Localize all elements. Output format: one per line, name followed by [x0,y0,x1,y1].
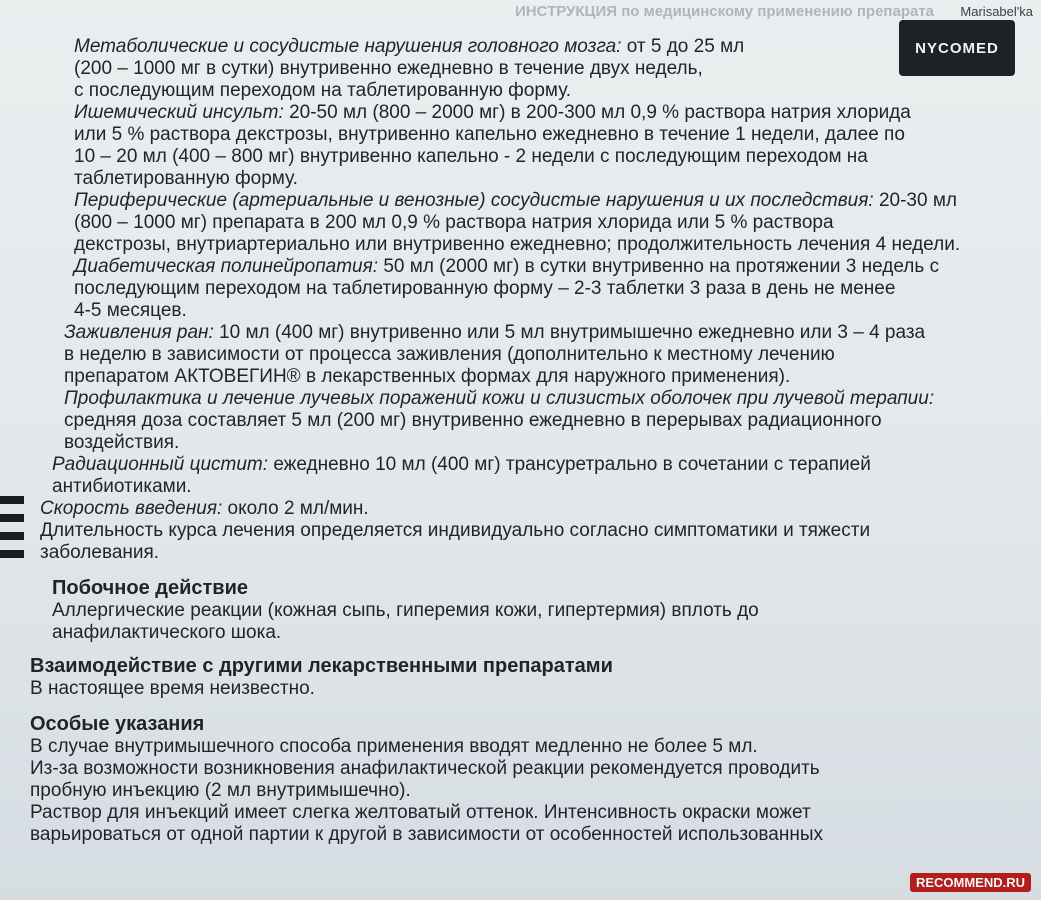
paragraph-peripheral-line3: декстрозы, внутриартериально или внутривенно ежедневно; продолжительность лечения 4 недели. [74,234,961,255]
paragraph-cystitis-line1: Радиационный цистит: ежедневно 10 мл (400 мг) трансуретрально в сочетании с терапией [52,454,871,475]
paragraph-peripheral-line1: Периферические (артериальные и венозные) сосудистые нарушения и их последствия: 20-30 мл [74,190,957,211]
paragraph-wounds-line2: в неделю в зависимости от процесса заживления (дополнительно к местному лечению [64,344,835,365]
interactions-text: В настоящее время неизвестно. [30,678,315,699]
instruction-content [30,36,1015,846]
brand-logo: NYCOMED [899,20,1015,76]
paragraph-title: Периферические (артериальные и венозные) сосудистые нарушения и их последствия: [74,190,874,211]
paragraph-ischemic-line4: таблетированную форму. [74,168,298,189]
paragraph-duration-line1: Длительность курса лечения определяется индивидуально согласно симптоматики и тяжести [40,520,871,541]
special-line5: варьироваться от одной партии к другой в зависимости от особенностей использованных [30,824,823,845]
recommend-watermark: RECOMMEND.RU [910,873,1031,892]
paragraph-title: Скорость введения: [40,498,223,519]
side-markers [0,496,24,568]
paragraph-metabolic-line1: Метаболические и сосудистые нарушения головного мозга: от 5 до 25 мл [74,36,745,57]
paragraph-ischemic-line3: 10 – 20 мл (400 – 800 мг) внутривенно капельно - 2 недели с последующим переходом на [74,146,868,167]
paragraph-duration-line2: заболевания. [40,542,160,563]
paragraph-metabolic-line3: с последующим переходом на таблетированную форму. [74,80,572,101]
special-line3: пробную инъекцию (2 мл внутримышечно). [30,780,411,801]
paragraph-diabetic-line3: 4-5 месяцев. [74,300,187,321]
side-effects-line1: Аллергические реакции (кожная сыпь, гиперемия кожи, гипертермия) вплоть до [52,600,759,621]
special-line1: В случае внутримышечного способа применения вводят медленно не более 5 мл. [30,736,758,757]
paragraph-ischemic-line1: Ишемический инсульт: 20-50 мл (800 – 2000 мг) в 200-300 мл 0,9 % раствора натрия хлорида [74,102,911,123]
paragraph-title: Ишемический инсульт: [74,102,284,123]
special-line4: Раствор для инъекций имеет слегка желтоватый оттенок. Интенсивность окраски может [30,802,811,823]
side-effects-line2: анафилактического шока. [52,622,282,643]
paragraph-diabetic-line1: Диабетическая полинейропатия: 50 мл (2000 мг) в сутки внутривенно на протяжении 3 недель с [74,256,940,277]
paragraph-title: Метаболические и сосудистые нарушения головного мозга: [74,36,622,57]
paragraph-radiation-line2: воздействия. [64,432,180,453]
heading-side-effects: Побочное действие [52,577,248,599]
special-line2: Из-за возможности возникновения анафилактической реакции рекомендуется проводить [30,758,820,779]
side-marker [0,514,24,522]
paragraph-title: Диабетическая полинейропатия: [74,256,379,277]
paragraph-wounds-line3: препаратом АКТОВЕГИН® в лекарственных формах для наружного применения). [64,366,791,387]
paragraph-peripheral-line2: (800 – 1000 мг) препарата в 200 мл 0,9 % раствора натрия хлорида или 5 % раствора [74,212,834,233]
side-marker [0,532,24,540]
paragraph-radiation-title [64,388,1015,410]
side-marker [0,550,24,558]
heading-interactions: Взаимодействие с другими лекарственными препаратами [30,655,613,677]
heading-special-instructions: Особые указания [30,713,205,735]
side-marker [0,496,24,504]
paragraph-radiation-line1: средняя доза составляет 5 мл (200 мг) внутривенно ежедневно в перерывах радиационного [64,410,882,431]
watermark: Marisabel'ka [960,4,1033,19]
paragraph-cystitis-line2: антибиотиками. [52,476,192,497]
paragraph-title: Профилактика и лечение лучевых поражений кожи и слизистых оболочек при лучевой терапии: [64,388,935,409]
paragraph-metabolic-line2: (200 – 1000 мг в сутки) внутривенно ежедневно в течение двух недель, [74,58,703,79]
paragraph-ischemic-line2: или 5 % раствора декстрозы, внутривенно капельно ежедневно в течение 1 недели, далее по [74,124,905,145]
paragraph-wounds-line1: Заживления ран: 10 мл (400 мг) внутривенно или 5 мл внутримышечно ежедневно или 3 – 4 раза [64,322,926,343]
paragraph-title: Заживления ран: [64,322,214,343]
paragraph-title: Радиационный цистит: [52,454,269,475]
faded-heading: ИНСТРУКЦИЯ по медицинскому применению препарата [515,3,935,20]
paragraph-diabetic-line2: последующим переходом на таблетированную форму – 2-3 таблетки 3 раза в день не менее [74,278,896,299]
paragraph-rate-line1: Скорость введения: около 2 мл/мин. [40,498,369,519]
